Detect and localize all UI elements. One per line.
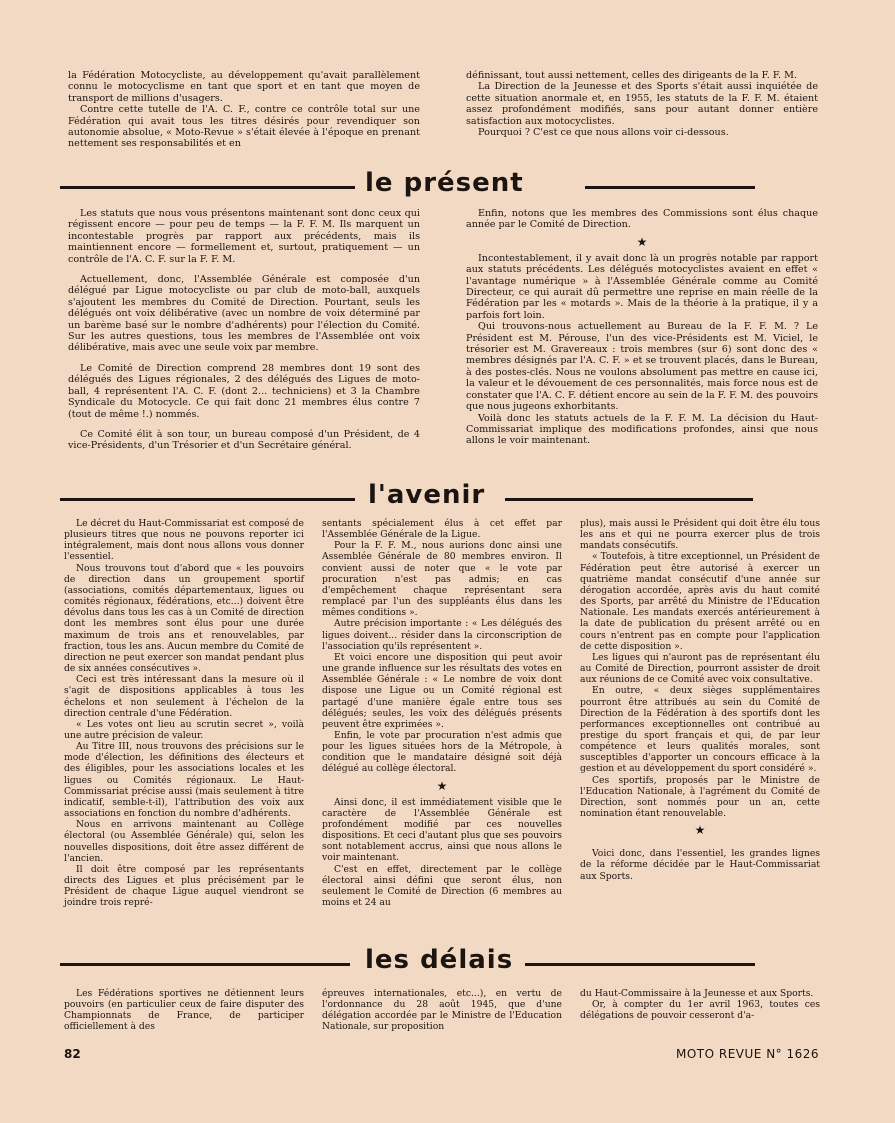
present-right-column (466, 208, 818, 447)
magazine-issue: MOTO REVUE N° 1626 (676, 1047, 820, 1061)
section-heading-avenir (60, 480, 835, 514)
paragraph: Ceci est très intéressant dans la mesure où il s'agit de dispositions applicables à tous les échelons et non seulement à l'échelon de la direction centrale d'une Fédération. (64, 674, 304, 719)
delais-column-2 (322, 988, 562, 1033)
paragraph: Et voici encore une disposition qui peut avoir une grande influence sur les résultats des votes en Assemblée Générale : « Le nombre de voix dont dispose une Ligue ou un Comité régional est partagé d'une manière égale entre tous ses délégués; seules, les voix des délégués présents peuvent être exprimées ». (322, 651, 562, 730)
paragraph: Contre cette tutelle de l'A. C. F., contre ce contrôle total sur une Fédération qui avait tous les titres désirés pour revendiquer son autonomie absolue, « Moto-Revue » s'était élevée à l'époque en prenant nettement ses responsabilités et en (68, 104, 420, 150)
paragraph: Les ligues qui n'auront pas de représentant élu au Comité de Direction, pourront assister de droit aux réunions de ce Comité avec voix consultative. (580, 651, 820, 686)
paragraph: Nous trouvons tout d'abord que « les pouvoirs de direction dans un groupement sportif (associations, comités départementaux, ligues ou comités régionaux, fédérations, etc...) doivent être dévolus dans tous les cas à un Comité de direction dont les membres sont élus pour une durée maximum de trois ans et renouvelables, par fraction, tous les ans. Aucun membre du Comité de direction ne peut exercer son mandat pendant plus de six années consécutives ». (64, 562, 304, 675)
paragraph: Enfin, notons que les membres des Commissions sont élus chaque année par le Comité de Direction. (466, 208, 818, 231)
heading-rule-left (60, 186, 355, 189)
paragraph: Il doit être composé par les représentants directs des Ligues et plus précisément par le Président de chaque Ligue auquel viendront se joindre trois repré- (64, 863, 304, 909)
paragraph: Les Fédérations sportives ne détiennent leurs pouvoirs (en particulier ceux de faire disputer des Championnats de France, de participer officiellement à des (64, 988, 304, 1033)
paragraph: Actuellement, donc, l'Assemblée Générale est composée d'un délégué par Ligue motocycliste ou par club de moto-ball, auxquels s'ajoutent les membres du Comité de Direction. Pourtant, seuls les délégués ont voix délibérative (avec un nombre de voix déterminé par un barème basé sur le nombre d'adhérents) pour l'élection du Comité. Sur les autres questions, tous les membres de l'Assemblée ont voix délibérative, mais avec une seule voix par membre. (68, 274, 420, 354)
heading-rule-right (505, 498, 753, 501)
paragraph: Pourquoi ? C'est ce que nous allons voir ci-dessous. (478, 127, 729, 139)
paragraph: Nous en arrivons maintenant au Collège électoral (ou Assemblée Générale) qui, selon les nouvelles dispositions, doit être assez différent de l'ancien. (64, 819, 304, 864)
paragraph: C'est en effet, directement par le collège électoral ainsi défini que seront élus, non seulement le Comité de Direction (6 membres au moins et 24 au (322, 863, 562, 908)
paragraph: Au Titre III, nous trouvons des précisions sur le mode d'élection, les définitions des électeurs et des éligibles, pour les associations locales et les ligues ou Comités régionaux. Le Haut-Commissariat précise aussi (mais seulement à titre indicatif, semble-t-il), l'attribution des voix aux associations en fonction du nombre d'adhérents. (64, 741, 304, 820)
heading-rule-left (60, 963, 350, 966)
star-separator: ★ (636, 234, 648, 249)
star-separator: ★ (436, 778, 448, 793)
star-separator: ★ (694, 823, 706, 838)
paragraph: En outre, « deux sièges supplémentaires pourront être attribués au sein du Comité de Direction de la Fédération à des sportifs dont les performances exceptionnelles ont contribué au prestige du sport français et qui, de par leur compétence et leurs qualités morales, sont susceptibles d'apporter un concours efficace à la gestion et au développement du sport considéré ». (580, 685, 820, 775)
paragraph: Or, à compter du 1er avril 1963, toutes ces délégations de pouvoir cesseront d'a- (580, 999, 820, 1022)
heading-rule-right (525, 963, 755, 966)
paragraph: définissant, tout aussi nettement, celles des dirigeants de la F. F. M. (466, 70, 798, 81)
paragraph: « Toutefois, à titre exceptionnel, un Président de Fédération peut être autorisé à exercer un quatrième mandat consécutif d'une année sur dérogation accordée, après avis du haut comité des Sports, par arrêté du Ministre de l'Education Nationale. Les mandats exercés antérieurement à la date de publication du présent arrêté ou en cours n'entrent pas en compte pour l'application de cette disposition ». (580, 551, 820, 652)
paragraph: Voilà donc les statuts actuels de la F. F. M. La décision du Haut-Commissariat implique des modifications profondes, ainsi que nous allons le voir maintenant. (466, 412, 818, 447)
heading-rule-right (585, 186, 755, 189)
paragraph: sentants spécialement élus à cet effet par l'Assemblée Générale de la Ligue. (322, 518, 562, 541)
paragraph: Les statuts que nous vous présentons maintenant sont donc ceux qui régissent encore — pour peu de temps — la F. F. M. Ils marquent un incontestable progrès par rapport aux précédents, mais ils maintiennent encore — formellement et, surtout, pratiquement — un contrôle de l'A. C. F. sur la F. F. M. (68, 208, 420, 265)
delais-column-1 (64, 988, 304, 1033)
paragraph: Ces sportifs, proposés par le Ministre de l'Education Nationale, à l'agrément du Comité de Direction, sont nommés pour un an, cette nomination étant renouvelable. (580, 774, 820, 820)
paragraph: Autre précision importante : « Les délégués des ligues doivent... résider dans la circonscription de l'association qu'ils représentent ». (322, 618, 562, 652)
section-heading-delais (60, 945, 835, 979)
heading-rule-left (60, 498, 355, 501)
section-title: le présent (365, 168, 524, 198)
paragraph: Voici donc, dans l'essentiel, les grandes lignes de la réforme décidée par le Haut-Commissariat aux Sports. (580, 848, 820, 882)
paragraph: Le décret du Haut-Commissariat est composé de plusieurs titres que nous ne pouvons reporter ici intégralement, mais dont nous allons vous donner l'essentiel. (64, 518, 304, 563)
present-left-column (68, 208, 420, 452)
avenir-column-2 (322, 518, 562, 908)
page-number: 82 (64, 1047, 81, 1061)
paragraph: du Haut-Commissaire à la Jeunesse et aux Sports. (580, 988, 814, 999)
delais-column-3 (580, 988, 820, 1021)
paragraph: Pour la F. F. M., nous aurions donc ainsi une Assemblée Générale de 80 membres environ. Il convient aussi de noter que « le vote par procuration n'est pas admis; en cas d'empêchement chaque représentant sera remplacé par l'un des suppléants élus dans les mêmes conditions ». (322, 540, 562, 619)
avenir-column-1 (64, 518, 304, 908)
paragraph: Le Comité de Direction comprend 28 membres dont 19 sont des délégués des Ligues régionales, 2 des délégués des Ligues de moto-ball, 4 représentent l'A. C. F. (dont 2... techniciens) et 3 la Chambre Syndicale du Motocycle. Ce qui fait donc 21 membres élus contre 7 (tout de même !.) nommés. (68, 362, 420, 420)
paragraph: plus), mais aussi le Président qui doit être élu tous les ans et qui ne pourra exercer plus de trois mandats consécutifs. (580, 518, 820, 552)
intro-left-column (68, 70, 420, 150)
paragraph: la Fédération Motocycliste, au développement qu'avait parallèlement connu le motocyclisme en tant que sport et en tant que moyen de transport de millions d'usagers. (68, 70, 420, 104)
paragraph: Ce Comité élit à son tour, un bureau composé d'un Président, de 4 vice-Présidents, d'un Trésorier et d'un Secrétaire général. (68, 428, 420, 452)
section-title: l'avenir (368, 480, 486, 510)
section-title: les délais (365, 945, 514, 975)
section-heading-present (60, 168, 835, 202)
paragraph: « Les votes ont lieu au scrutin secret », voilà une autre précision de valeur. (64, 718, 304, 741)
paragraph: Qui trouvons-nous actuellement au Bureau de la F. F. M. ? Le Président est M. Pérouse, l'un des vice-Présidents est M. Viciel, le trésorier est M. Gravereaux : trois membres (sur 6) sont donc des « membres désignés par l'A. C. F. » et se trouvent placés, dans le Bureau, à des postes-clés. Nous ne voulons absolument pas mettre en cause ici, la valeur et le dévouement de ces personnalités, mais force nous est de constater que l'A. C. F. détient encore au sein de la F. F. M. des pouvoirs que nous jugeons exhorbitants. (466, 321, 818, 413)
paragraph: Ainsi donc, il est immédiatement visible que le caractère de l'Assemblée Générale est profondément modifié par ces nouvelles dispositions. Et ceci d'autant plus que ses pouvoirs sont notablement accrus, ainsi que nous allons le voir maintenant. (322, 796, 562, 864)
paragraph: Incontestablement, il y avait donc là un progrès notable par rapport aux statuts précédents. Les délégués motocyclistes avaient en effet « l'avantage numérique » à l'Assemblée Générale comme au Comité Directeur, ce qui aurait dû permettre une reprise en main réelle de la Fédération par les « motards ». Mais de la théorie à la pratique, il y a parfois fort loin. (466, 252, 818, 321)
paragraph: épreuves internationales, etc...), en vertu de l'ordonnance du 28 août 1945, que d'une délégation accordée par le Ministre de l'Education Nationale, sur proposition (322, 988, 562, 1033)
intro-right-column (466, 70, 818, 138)
paragraph: La Direction de la Jeunesse et des Sports s'était aussi inquiétée de cette situation anormale et, en 1955, les statuts de la F. F. M. étaient assez profondément modifiés, sans pour autant donner entière satisfaction aux motocyclistes. (466, 81, 818, 127)
paragraph: Enfin, le vote par procuration n'est admis que pour les ligues situées hors de la Métropole, à condition que le mandataire désigné soit déjà délégué au collège électoral. (322, 729, 562, 775)
avenir-column-3 (580, 518, 820, 882)
